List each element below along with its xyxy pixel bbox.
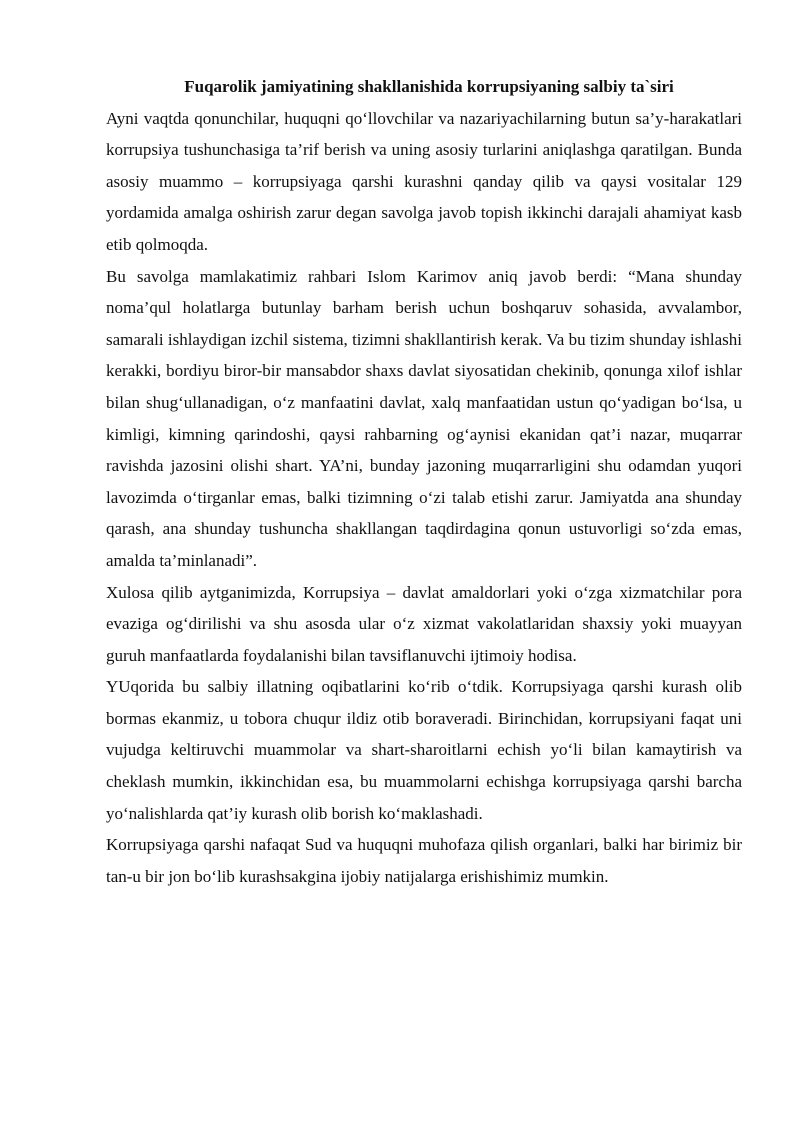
paragraph-3: Xulosa qilib aytganimizda, Korrupsiya – davlat amaldorlari yoki o‘zga xizmatchilar pora evaziga og‘dirilishi va shu asosda ular o‘z xizmat vakolatlaridan shaxsiy yoki muayyan guruh manfaatlarda foydalanishi bilan tavsiflanuvchi ijtimoiy hodisa. <box>106 582 742 665</box>
paragraph-2: Bu savolga mamlakatimiz rahbari Islom Karimov aniq javob berdi: “Mana shunday noma’qul holatlarga butunlay barham berish uchun boshqaruv sohasida, avvalambor, samarali ishlaydigan izchil sistema, tizimni shakllantirish kerak. Va bu tizim shunday ishlashi kerakki, bordiyu biror-bir mansabdor shaxs davlat siyosatidan chekinib, qonunga xilof ishlar bilan shug‘ullanadigan, o‘z manfaatini davlat, xalq manfaatidan ustun qo‘yadigan bo‘lsa, u kimligi, kimning qarindoshi, qaysi rahbarning og‘aynisi ekanidan qat’i nazar, muqarrar ravishda jazosini olishi shart. YA’ni, bunday jazoning muqarrarligini shu odamdan yuqori lavozimda o‘tirganlar emas, balki tizimning o‘zi talab etishi zarur. Jamiyatda ana shunday qarash, ana shunday tushuncha shakllangan taqdirdagina qonun ustuvorligi so‘zda emas, amalda ta’minlanadi”. <box>106 266 742 570</box>
document-page <box>106 71 742 892</box>
document-title: Fuqarolik jamiyatining shakllanishida korrupsiyaning salbiy ta`siri <box>184 77 674 96</box>
paragraph-5: Korrupsiyaga qarshi nafaqat Sud va huquqni muhofaza qilish organlari, balki har birimiz bir tan-u bir jon bo‘lib kurashsakgina ijobiy natijalarga erishishimiz mumkin. <box>106 835 742 886</box>
paragraph-1: Ayni vaqtda qonunchilar, huquqni qo‘llovchilar va nazariyachilarning butun sa’y-harakatlari korrupsiya tushunchasiga ta’rif berish va uning asosiy turlarini aniqlashga qaratilgan. Bunda asosiy muammo – korrupsiyaga qarshi kurashni qanday qilib va qaysi vositalar 129 yordamida amalga oshirish zarur degan savolga javob topish ikkinchi darajali ahamiyat kasb etib qolmoqda. <box>106 108 742 254</box>
paragraph-4: YUqorida bu salbiy illatning oqibatlarini ko‘rib o‘tdik. Korrupsiyaga qarshi kurash olib bormas ekanmiz, u tobora chuqur ildiz otib boraveradi. Birinchidan, korrupsiyani faqat uni vujudga keltiruvchi muammolar va shart-sharoitlarni echish yo‘li bilan kamaytirish va cheklash mumkin, ikkinchidan esa, bu muammolarni echishga korrupsiyaga qarshi barcha yo‘nalishlarda qat’iy kurash olib borish ko‘maklashadi. <box>106 677 742 823</box>
